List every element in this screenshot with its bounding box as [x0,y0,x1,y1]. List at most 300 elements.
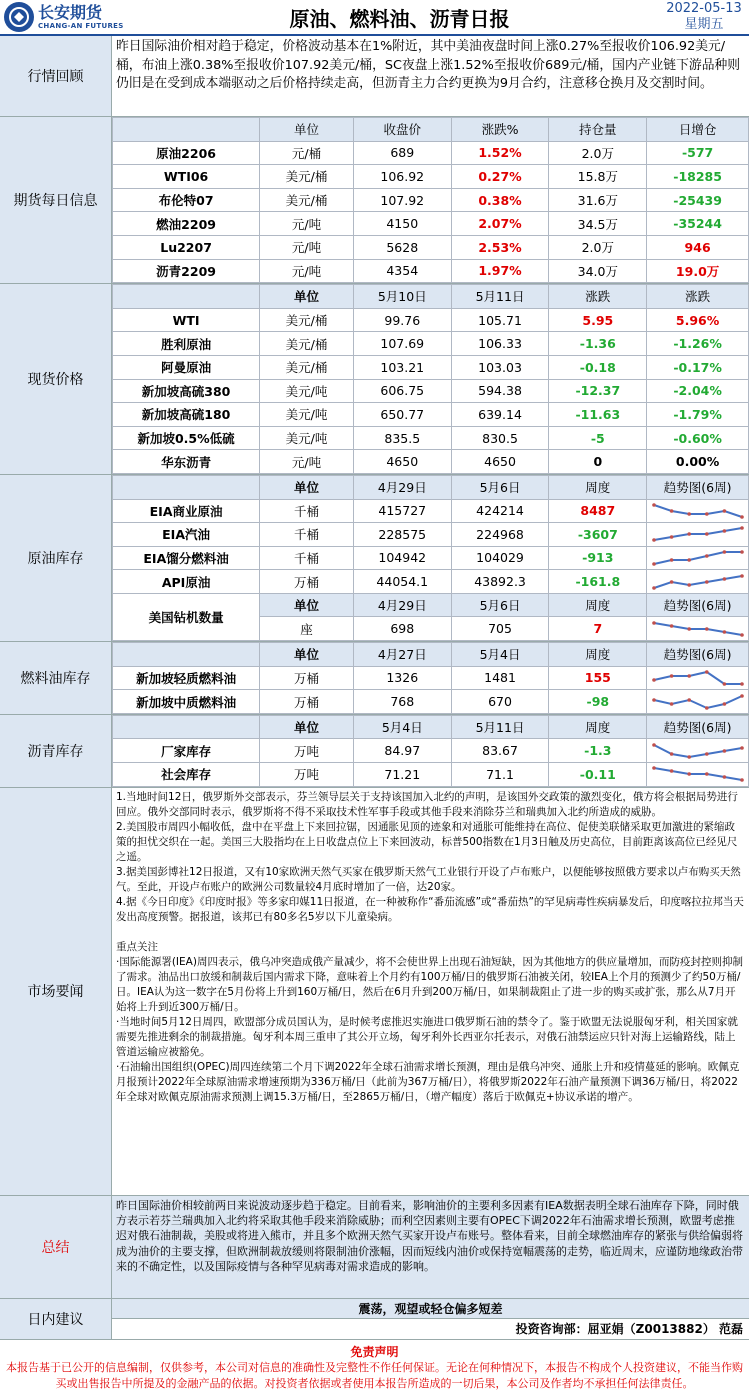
table-cell: 705 [451,617,549,641]
table-row [113,355,749,379]
news-content [112,788,749,1195]
trend-point [669,624,673,628]
trend-point [652,698,656,702]
trend-point [669,558,673,562]
table-cell: 103.21 [353,355,451,379]
column-header: 趋势图(6周) [647,593,749,617]
trend-point [722,630,726,634]
table-cell: -18285 [647,165,749,189]
logo-name-cn: 长安期货 [38,2,103,22]
trend-point [705,670,709,674]
table-cell: 原油2206 [113,141,260,165]
trend-point [669,674,673,678]
table-cell: 元/吨 [260,212,354,236]
table-row [113,450,749,474]
trend-sparkline [650,693,746,711]
trend-point [705,773,709,777]
table-row [113,546,749,570]
trend-point [740,633,744,637]
table-row [113,165,749,189]
table-cell: 0.38% [451,188,549,212]
column-header: 4月27日 [353,643,451,667]
table-row [113,332,749,356]
trend-point [740,746,744,750]
trend-point [705,627,709,631]
news-item: 1.当地时间12日，俄罗斯外交部表示，芬兰领导层关于支持该国加入北约的声明，是该国外交政策的激烈变化，俄方将会根据局势进行回应。俄外交部同时表示，俄罗斯将不得不采取技术性军事手段或其他手段来消除芬兰和瑞典加入北约所造成的威胁。 [116,790,738,818]
table-row [113,763,749,787]
disclaimer-text: 本报告基于已公开的信息编制，仅供参考，本公司对信息的准确性及完整性不作任何保证。无论在何种情况下，本报告不构成个人投资建议，不能当作购买或出售报告中所提及的金融产品的依据。对投资者依据或者使用本报告所造成的一切后果，本公司及作者均不承担任何法律责任。 [6,1360,743,1390]
table-cell: 4354 [353,259,451,283]
table-cell: 4650 [353,450,451,474]
trend-point [652,503,656,507]
table-cell: 698 [353,617,451,641]
column-header: 周度 [549,715,647,739]
table-cell: 1.52% [451,141,549,165]
table-cell: -0.11 [549,763,647,787]
trend-cell [647,617,749,641]
column-header: 趋势图(6周) [647,643,749,667]
news-item: ·国际能源署(IEA)周四表示，俄乌冲突造成俄产量减少，将不会使世界上出现石油短缺，因为其他地方的供应量增加，而防疫封控则抑制了需求。油品出口放缓和制裁后国内需求下降，意味着上个月约有100万桶/日的俄罗斯石油被关闭，较IEA上个月的预测少了约50万桶/日。IEA认为这一数字在5月份将上升到160万桶/日，然后在6月升到200万桶/日，如果制裁阻止了进一步的购买或扩张，那么从7月开始将上升到近300万桶/日。 [116,955,743,1013]
table-cell: 689 [353,141,451,165]
trend-line [654,552,742,564]
table-cell: 1.97% [451,259,549,283]
trend-point [669,580,673,584]
news-section [0,788,749,1196]
table-cell: 107.92 [353,188,451,212]
table-cell: 燃油2209 [113,212,260,236]
rig-count-label: 美国钻机数量 [113,593,260,640]
table-cell: 104942 [353,546,451,570]
table-cell: -25439 [647,188,749,212]
column-header [113,285,260,309]
table-cell: 美元/桶 [260,355,354,379]
section-label: 现货价格 [0,284,112,474]
table-cell: 0 [549,450,647,474]
report-header [0,0,749,36]
table-cell: 8487 [549,499,647,523]
table-cell: 万吨 [260,763,354,787]
section-label: 燃料油库存 [0,642,112,714]
table-cell: 厂家库存 [113,739,260,763]
table-cell: 新加坡轻质燃料油 [113,666,260,690]
table-cell: 103.03 [451,355,549,379]
table-cell: 768 [353,690,451,714]
table-cell: 0.00% [647,450,749,474]
column-header: 5月6日 [451,475,549,499]
trend-line [654,528,742,540]
table-cell: 2.53% [451,235,549,259]
column-header: 周度 [549,593,647,617]
table-row [113,570,749,594]
column-header [113,475,260,499]
news-item: 重点关注 [116,940,158,953]
trend-line [654,623,742,635]
table-cell: 千桶 [260,546,354,570]
report-weekday: 星期五 [684,17,724,32]
trend-cell [647,666,749,690]
table-cell: 0.27% [451,165,549,189]
section-label: 原油库存 [0,475,112,641]
table-cell: API原油 [113,570,260,594]
column-header: 趋势图(6周) [647,715,749,739]
section-label: 沥青库存 [0,715,112,787]
trend-point [669,752,673,756]
column-header: 单位 [260,118,354,142]
advice-text: 震荡，观望或轻仓偏多短差 [112,1299,749,1319]
table-cell: 2.0万 [549,235,647,259]
table-cell: 5.95 [549,308,647,332]
trend-point [722,702,726,706]
table-cell: 千桶 [260,523,354,547]
table-cell: -3607 [549,523,647,547]
trend-point [652,562,656,566]
trend-point [705,533,709,537]
table-cell: 1481 [451,666,549,690]
section-label: 日内建议 [0,1299,112,1339]
table-cell: -161.8 [549,570,647,594]
logo-emblem-icon [4,2,34,32]
trend-cell [647,546,749,570]
trend-point [687,698,691,702]
trend-point [722,682,726,686]
table-cell: 99.76 [353,308,451,332]
trend-point [705,554,709,558]
table-cell: 44054.1 [353,570,451,594]
column-header: 单位 [260,475,354,499]
table-cell: -1.79% [647,403,749,427]
futures-section [0,117,749,284]
table-cell: 670 [451,690,549,714]
company-logo [0,0,140,34]
market-review-text: 昨日国际油价相对趋于稳定，价格波动基本在1%附近，其中美油夜盘时间上涨0.27%至报收价106.92美元/桶，布油上涨0.38%至报收价107.92美元/桶，SC夜盘上涨1.52%至报收价689元/桶，国内产业链下游品种则仍旧是在受到成本端驱动之后价格持续走高，但沥青主力合约更换为9月合约，注意移仓换月及交割时间。 [112,36,749,116]
table-cell: 沥青2209 [113,259,260,283]
table-cell: 新加坡高硫380 [113,379,260,403]
trend-point [652,539,656,543]
trend-sparkline [650,620,746,638]
trend-sparkline [650,549,746,567]
column-header: 持仓量 [549,118,647,142]
table-cell: -12.37 [549,379,647,403]
table-header-row [113,643,749,667]
table-cell: 7 [549,617,647,641]
trend-line [654,696,742,708]
trend-point [687,627,691,631]
news-item [116,925,745,940]
table-cell: 639.14 [451,403,549,427]
table-cell: 千桶 [260,499,354,523]
table-cell: 105.71 [451,308,549,332]
table-cell: 新加坡中质燃料油 [113,690,260,714]
section-label: 行情回顾 [0,36,112,116]
table-row [113,235,749,259]
trend-point [669,702,673,706]
column-header: 周度 [549,643,647,667]
section-label: 市场要闻 [0,788,112,1195]
table-cell: -577 [647,141,749,165]
table-cell: 34.0万 [549,259,647,283]
trend-point [687,558,691,562]
table-row [113,403,749,427]
fuel-inventory-section [0,642,749,715]
trend-point [687,583,691,587]
trend-point [687,773,691,777]
asphalt-inventory-section [0,715,749,788]
column-header: 单位 [260,715,354,739]
table-row [113,499,749,523]
table-cell: 606.75 [353,379,451,403]
trend-point [669,770,673,774]
table-cell: 2.0万 [549,141,647,165]
trend-sparkline [650,502,746,520]
spot-table [112,284,749,474]
table-cell: 万桶 [260,690,354,714]
table-row [113,523,749,547]
table-cell: 美元/桶 [260,332,354,356]
market-review-section [0,36,749,117]
advice-section [0,1299,749,1340]
table-cell: 社会库存 [113,763,260,787]
trend-point [705,580,709,584]
table-cell: 元/吨 [260,259,354,283]
trend-point [740,682,744,686]
trend-point [740,779,744,783]
trend-point [669,509,673,513]
column-header: 5月11日 [451,285,549,309]
table-cell: 元/桶 [260,141,354,165]
trend-point [669,536,673,540]
table-cell: 83.67 [451,739,549,763]
news-item: 4.据《今日印度》《印度时报》等多家印媒11日报道，在一种被称作“番茄流感”或“番茄热”的罕见病毒性疾病暴发后，印度喀拉拉邦当天发出高度预警。据报道，该邦已有80多名5岁以下儿童染病。 [116,895,744,923]
table-row [113,666,749,690]
table-cell: 2.07% [451,212,549,236]
column-header: 涨跌 [647,285,749,309]
table-cell: 71.21 [353,763,451,787]
trend-sparkline [650,669,746,687]
table-cell: -1.36 [549,332,647,356]
table-cell: -98 [549,690,647,714]
column-header: 周度 [549,475,647,499]
table-cell: 美元/吨 [260,426,354,450]
trend-point [740,694,744,698]
column-header: 日增仓 [647,118,749,142]
trend-point [652,767,656,771]
column-header: 5月6日 [451,593,549,617]
summary-section [0,1196,749,1299]
table-cell: 美元/桶 [260,308,354,332]
table-cell: 美元/桶 [260,188,354,212]
table-cell: 71.1 [451,763,549,787]
column-header [113,715,260,739]
trend-point [652,586,656,590]
table-row [113,308,749,332]
trend-point [652,678,656,682]
column-header: 收盘价 [353,118,451,142]
trend-line [654,745,742,757]
trend-point [722,509,726,513]
table-cell: -1.3 [549,739,647,763]
trend-cell [647,570,749,594]
summary-text: 昨日国际油价相较前两日来说波动逐步趋于稳定。目前看来，影响油价的主要利多因素有IEA数据表明全球石油库存下降，同时俄方表示若芬兰瑞典加入北约将采取其他手段来消除威胁；而利空因素则主要有OPEC下调2022年石油需求增长预测，欧盟考虑推迟对俄石油制裁，美股或将进入熊市，并且多个欧洲天然气买家开设卢布账号。整体看来，目前全球燃油库存的紧张与供给偏弱将成为油价的主要支撑，但欧洲制裁放缓则将限制油价涨幅，因而短线内油价或保持宽幅震荡的走势，临近周末，应谨防地缘政治带来的不确定性，以及国际疫情与各种罕见病毒对需求造成的影响。 [112,1196,749,1298]
table-cell: 228575 [353,523,451,547]
table-cell: 34.5万 [549,212,647,236]
table-cell: 1326 [353,666,451,690]
table-cell: 新加坡高硫180 [113,403,260,427]
section-label: 期货每日信息 [0,117,112,283]
table-cell: 830.5 [451,426,549,450]
table-cell: 415727 [353,499,451,523]
table-row [113,426,749,450]
trend-point [705,512,709,516]
table-cell: WTI [113,308,260,332]
table-cell: -2.04% [647,379,749,403]
trend-point [740,550,744,554]
table-cell: 424214 [451,499,549,523]
trend-line [654,505,742,517]
column-header: 趋势图(6周) [647,475,749,499]
spot-section [0,284,749,475]
table-cell: -913 [549,546,647,570]
table-cell: -11.63 [549,403,647,427]
table-row [113,212,749,236]
trend-point [687,512,691,516]
trend-cell [647,690,749,714]
table-cell: -35244 [647,212,749,236]
column-header: 单位 [260,285,354,309]
trend-point [652,621,656,625]
table-cell: 万桶 [260,570,354,594]
column-header: 涨跌 [549,285,647,309]
table-row [113,379,749,403]
trend-point [687,674,691,678]
table-header-row [113,475,749,499]
trend-point [687,533,691,537]
table-cell: 万桶 [260,666,354,690]
crude-inventory-table [112,475,749,641]
report-date-box [659,1,749,33]
column-header: 4月29日 [353,475,451,499]
table-cell: 元/吨 [260,235,354,259]
disclaimer-title: 免责声明 [350,1344,399,1359]
table-cell: 650.77 [353,403,451,427]
column-header: 涨跌% [451,118,549,142]
trend-point [722,550,726,554]
table-cell: 43892.3 [451,570,549,594]
table-cell: -1.26% [647,332,749,356]
table-cell: -0.18 [549,355,647,379]
news-item: 3.据美国彭博社12日报道，又有10家欧洲天然气买家在俄罗斯天然气工业银行开设了卢布账户，以便能够按照俄方要求以卢布购买天然气。至此，开设卢布账户的欧洲公司数量较4月底时增加了一倍，达20家。 [116,865,741,893]
news-item: 2.美国股市周四小幅收低，盘中在平盘上下来回拉锯，因通胀见顶的迹象和对通胀可能维持在高位、促使美联储采取更加激进的紧缩政策的担忧交织在一起。美国三大股指均在上日收盘点位上下来回波动，标普500指数在1月3日触及历史高位，目前距离该高位已经见尺之遥。 [116,820,738,863]
table-cell: 104029 [451,546,549,570]
trend-point [740,515,744,519]
report-date: 2022-05-13 [666,1,742,16]
table-cell: 946 [647,235,749,259]
table-cell: 新加坡0.5%低硫 [113,426,260,450]
table-cell: -0.17% [647,355,749,379]
news-item: ·石油输出国组织(OPEC)周四连续第二个月下调2022年全球石油需求增长预测，理由是俄乌冲突、通胀上升和疫情蔓延的影响。欧佩克月报预计2022年全球原油需求增速预期为336万桶/日（此前为367万桶/日），将俄罗斯2022年石油产量预测下调36万桶/日，将2022年全球对欧佩克原油需求预测上调15.3万桶/日，至2865万桶/日，（增产幅度）落后于欧佩克+协议承诺的增产。 [116,1060,740,1103]
column-header: 单位 [260,593,354,617]
table-cell: 座 [260,617,354,641]
column-header [113,118,260,142]
table-cell: EIA馏分燃料油 [113,546,260,570]
table-cell: 5628 [353,235,451,259]
column-header: 单位 [260,643,354,667]
table-cell: 106.92 [353,165,451,189]
table-row [113,690,749,714]
table-cell: Lu2207 [113,235,260,259]
table-cell: 4150 [353,212,451,236]
table-cell: 31.6万 [549,188,647,212]
table-row [113,188,749,212]
trend-point [722,776,726,780]
trend-point [722,749,726,753]
table-cell: 15.8万 [549,165,647,189]
table-cell: 106.33 [451,332,549,356]
table-cell: -0.60% [647,426,749,450]
trend-line [654,672,742,684]
trend-point [687,755,691,759]
table-cell: 美元/吨 [260,379,354,403]
logo-name-en: CHANG-AN FUTURES [38,21,124,30]
table-row [113,141,749,165]
column-header: 4月29日 [353,593,451,617]
rig-header-row [113,593,749,617]
trend-cell [647,523,749,547]
news-item: ·当地时间5月12日周四，欧盟部分成员国认为，是时候考虑推迟实施进口俄罗斯石油的禁令了。鉴于欧盟无法说服匈牙利，相关国家就需要先推进剩余的制裁措施。匈牙利本周三重申了其公开立场，匈牙利外长西亚尔托表示，对俄石油禁运应只针对海上运输路线，陆上管道运输应被豁免。 [116,1015,738,1058]
author-line: 投资咨询部：屈亚娟（Z0013882） 范磊 [515,1321,743,1336]
table-cell: 布伦特07 [113,188,260,212]
table-cell: 5.96% [647,308,749,332]
table-cell: 4650 [451,450,549,474]
table-header-row [113,715,749,739]
column-header [113,643,260,667]
table-cell: 835.5 [353,426,451,450]
trend-point [722,530,726,534]
table-header-row [113,118,749,142]
trend-sparkline [650,573,746,591]
trend-cell [647,739,749,763]
trend-line [654,768,742,780]
table-cell: EIA商业原油 [113,499,260,523]
table-header-row [113,285,749,309]
column-header: 5月11日 [451,715,549,739]
section-label: 总结 [0,1196,112,1298]
trend-line [654,576,742,588]
trend-point [652,743,656,747]
table-row [113,259,749,283]
table-cell: WTI06 [113,165,260,189]
table-cell: 美元/桶 [260,165,354,189]
trend-sparkline [650,765,746,783]
table-cell: 84.97 [353,739,451,763]
asphalt-inventory-table [112,715,749,787]
table-cell: 美元/吨 [260,403,354,427]
crude-inventory-section [0,475,749,642]
column-header: 5月4日 [353,715,451,739]
table-cell: 华东沥青 [113,450,260,474]
trend-point [705,752,709,756]
trend-cell [647,499,749,523]
table-cell: 阿曼原油 [113,355,260,379]
table-row [113,739,749,763]
table-cell: 224968 [451,523,549,547]
column-header: 5月4日 [451,643,549,667]
futures-table [112,117,749,283]
trend-point [740,527,744,531]
trend-point [705,706,709,710]
trend-sparkline [650,525,746,543]
column-header: 5月10日 [353,285,451,309]
table-cell: 155 [549,666,647,690]
